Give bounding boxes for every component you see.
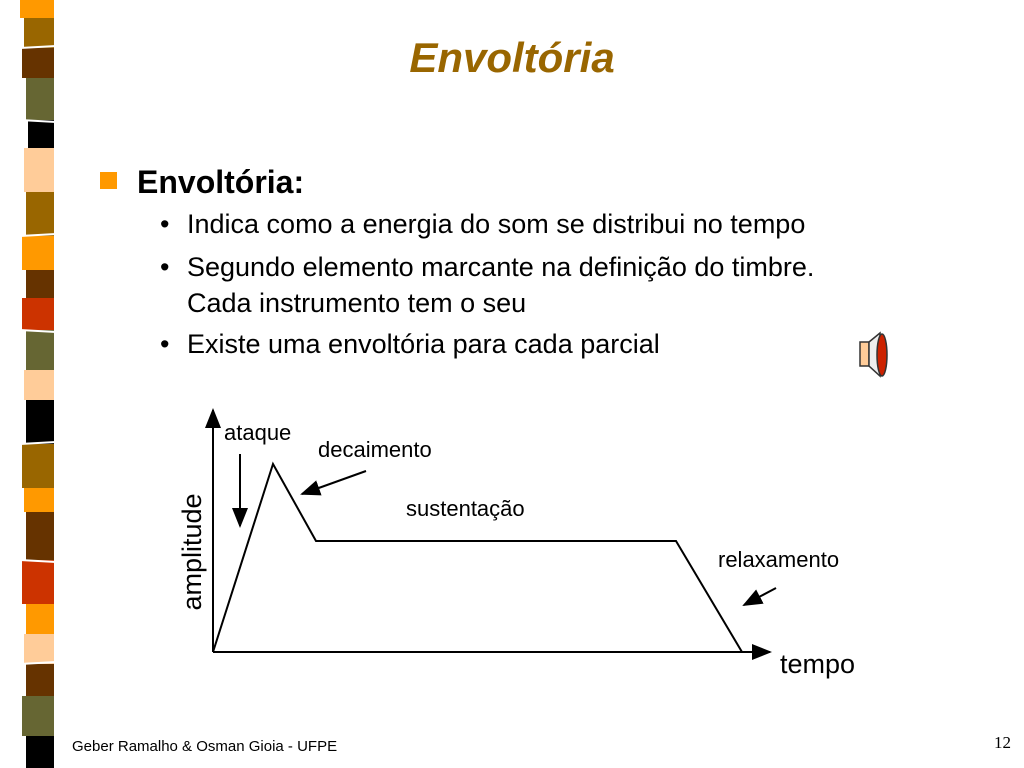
release-label: relaxamento <box>718 547 840 572</box>
main-bullet-text: Envoltória: <box>137 164 305 200</box>
sustain-label: sustentação <box>406 496 525 521</box>
bullet-dot-icon: • <box>160 252 170 282</box>
decay-label: decaimento <box>318 437 432 462</box>
bullet-dot-icon: • <box>160 329 170 359</box>
sub-bullet-2-continuation: Cada instrumento tem o seu <box>187 288 527 318</box>
attack-label: ataque <box>224 420 292 445</box>
bullet-dot-icon: • <box>160 209 170 239</box>
decay-arrow <box>302 471 366 494</box>
footer-credit: Geber Ramalho & Osman Gioia - UFPE <box>72 738 338 755</box>
sub-bullet-2-text: Segundo elemento marcante na definição do timbre. <box>187 252 815 282</box>
page-number: 12 <box>994 733 1011 752</box>
release-arrow <box>744 588 776 605</box>
x-axis-label: tempo <box>780 649 856 679</box>
envelope-curve <box>213 464 742 652</box>
slide-title: Envoltória <box>409 34 615 81</box>
sub-bullet-1-text: Indica como a energia do som se distribui no tempo <box>187 209 806 239</box>
sub-bullet-3-text: Existe uma envoltória para cada parcial <box>187 329 660 359</box>
y-axis-label: amplitude <box>177 493 207 611</box>
